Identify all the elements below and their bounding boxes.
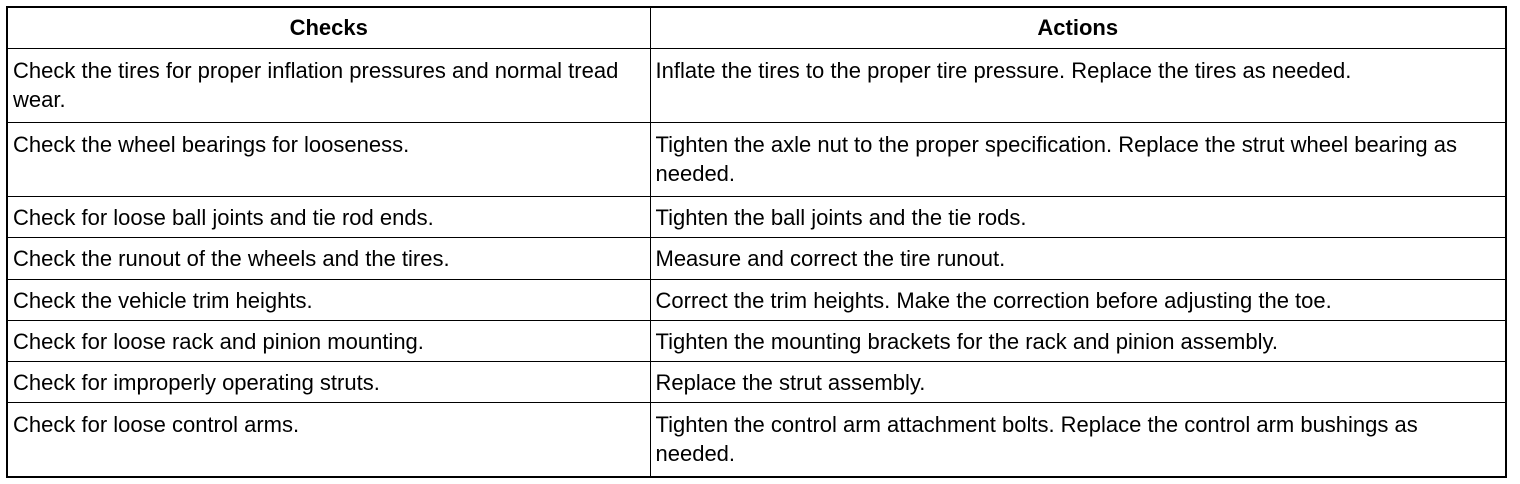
- check-cell: Check the runout of the wheels and the tires.: [7, 238, 650, 279]
- action-cell: Inflate the tires to the proper tire pressure. Replace the tires as needed.: [650, 48, 1506, 122]
- table-header-row: [7, 7, 1506, 48]
- action-cell: Tighten the ball joints and the tie rods.: [650, 197, 1506, 238]
- table-row: [7, 279, 1506, 320]
- check-cell: Check for loose ball joints and tie rod ends.: [7, 197, 650, 238]
- checks-column-header: Checks: [7, 7, 650, 48]
- action-cell: Measure and correct the tire runout.: [650, 238, 1506, 279]
- table-row: [7, 197, 1506, 238]
- action-cell: Correct the trim heights. Make the correction before adjusting the toe.: [650, 279, 1506, 320]
- check-cell: Check for loose rack and pinion mounting.: [7, 320, 650, 361]
- check-cell: Check for loose control arms.: [7, 403, 650, 477]
- table-row: [7, 320, 1506, 361]
- check-cell: Check the tires for proper inflation pressures and normal tread wear.: [7, 48, 650, 122]
- table-row: [7, 122, 1506, 196]
- table-row: [7, 403, 1506, 477]
- action-cell: Tighten the axle nut to the proper specification. Replace the strut wheel bearing as needed.: [650, 122, 1506, 196]
- table-row: [7, 238, 1506, 279]
- action-cell: Tighten the control arm attachment bolts. Replace the control arm bushings as needed.: [650, 403, 1506, 477]
- table-row: [7, 48, 1506, 122]
- action-cell: Tighten the mounting brackets for the rack and pinion assembly.: [650, 320, 1506, 361]
- check-cell: Check the wheel bearings for looseness.: [7, 122, 650, 196]
- check-cell: Check the vehicle trim heights.: [7, 279, 650, 320]
- actions-column-header: Actions: [650, 7, 1506, 48]
- table-row: [7, 362, 1506, 403]
- action-cell: Replace the strut assembly.: [650, 362, 1506, 403]
- checks-actions-table: [6, 6, 1507, 478]
- check-cell: Check for improperly operating struts.: [7, 362, 650, 403]
